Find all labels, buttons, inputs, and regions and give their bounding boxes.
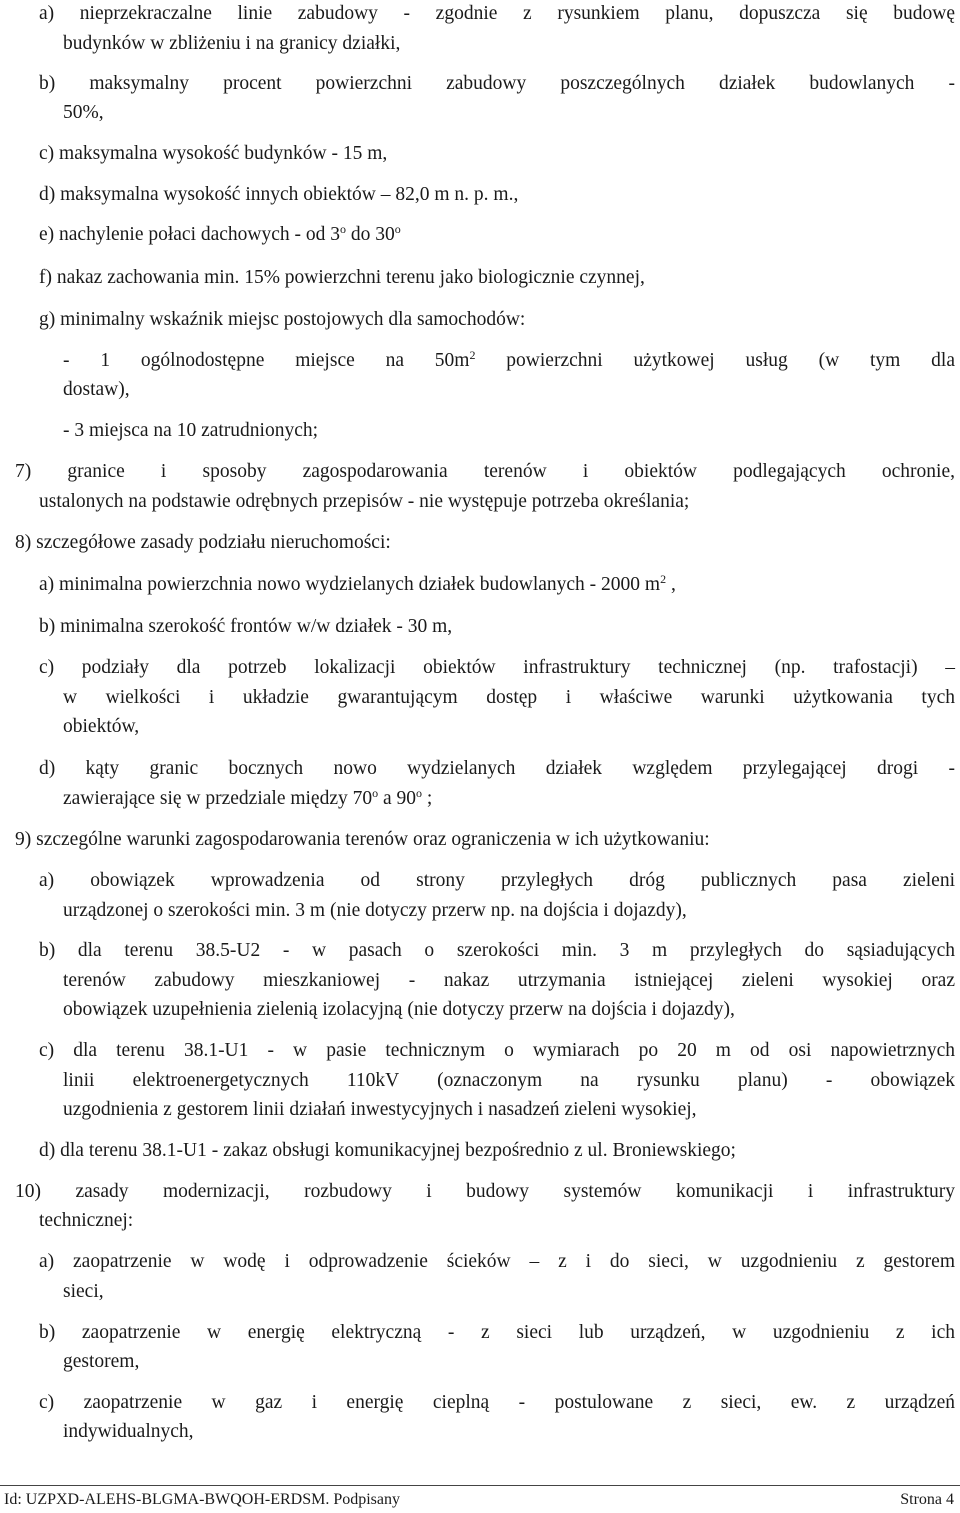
text-line: b) maksymalny procent powierzchni zabudowy poszczególnych działek budowlanych - xyxy=(39,73,955,94)
text-run: a 90 xyxy=(378,788,417,809)
text-run: zawierające się w przedziale między 70 xyxy=(63,788,373,809)
text-line xyxy=(39,223,401,247)
superscript: 2 xyxy=(469,348,476,362)
text-line xyxy=(63,349,955,373)
text-line: ustalonych na podstawie odrębnych przepisów - nie występuje potrzeba określania; xyxy=(39,491,690,512)
text-line: 8) szczegółowe zasady podziału nieruchomości: xyxy=(15,532,391,553)
text-run: - 1 ogólnodostępne miejsce na 50m xyxy=(63,350,470,371)
text-line: g) minimalny wskaźnik miejsc postojowych dla samochodów: xyxy=(39,309,526,330)
text-line: a) nieprzekraczalne linie zabudowy - zgodnie z rysunkiem planu, dopuszcza się budowę xyxy=(39,3,955,24)
text-run: , xyxy=(666,574,676,595)
text-run: ; xyxy=(422,788,433,809)
text-line: - 3 miejsca na 10 zatrudnionych; xyxy=(63,420,319,441)
text-line: f) nakaz zachowania min. 15% powierzchni terenu jako biologicznie czynnej, xyxy=(39,267,645,288)
text-line: c) maksymalna wysokość budynków - 15 m, xyxy=(39,143,388,164)
text-run: powierzchni użytkowej usług (w tym dla xyxy=(475,350,955,371)
text-line: budynków w zbliżeniu i na granicy działki, xyxy=(63,33,401,54)
text-line: d) kąty granic bocznych nowo wydzielanych działek względem przylegającej drogi - xyxy=(39,758,955,779)
text-line: sieci, xyxy=(63,1281,104,1302)
text-line: a) zaopatrzenie w wodę i odprowadzenie ścieków – z i do sieci, w uzgodnieniu z gestorem xyxy=(39,1251,955,1272)
superscript: o xyxy=(416,786,423,800)
footer-divider xyxy=(0,1485,960,1486)
text-line: b) dla terenu 38.5-U2 - w pasach o szerokości min. 3 m przyległych do sąsiadujących xyxy=(39,940,955,961)
text-line: technicznej: xyxy=(39,1210,134,1231)
superscript: o xyxy=(372,786,379,800)
text-line: 9) szczególne warunki zagospodarowania terenów oraz ograniczenia w ich użytkowaniu: xyxy=(15,829,710,850)
text-run: do 30 xyxy=(346,224,395,245)
text-line: 50%, xyxy=(63,102,104,123)
text-line: uzgodnienia z gestorem linii działań inwestycyjnych i nasadzeń zieleni wysokiej, xyxy=(63,1099,697,1120)
text-line: dostaw), xyxy=(63,379,130,400)
text-line: terenów zabudowy mieszkaniowej - nakaz utrzymania istniejącej zieleni wysokiej oraz xyxy=(63,970,955,991)
text-line: d) maksymalna wysokość innych obiektów – 82,0 m n. p. m., xyxy=(39,184,519,205)
text-line: b) zaopatrzenie w energię elektryczną - z sieci lub urządzeń, w uzgodnieniu z ich xyxy=(39,1322,955,1343)
text-run: e) nachylenie połaci dachowych - od 3 xyxy=(39,224,341,245)
text-line: 10) zasady modernizacji, rozbudowy i budowy systemów komunikacji i infrastruktury xyxy=(15,1181,955,1202)
superscript: 2 xyxy=(660,572,667,586)
superscript: o xyxy=(394,222,401,236)
text-line: a) obowiązek wprowadzenia od strony przyległych dróg publicznych pasa zieleni xyxy=(39,870,955,891)
document-id: Id: UZPXD-ALEHS-BLGMA-BWQOH-ERDSM. Podpisany xyxy=(4,1491,400,1508)
text-line: linii elektroenergetycznych 110kV (oznaczonym na rysunku planu) - obowiązek xyxy=(63,1070,955,1091)
text-line: obowiązek uzupełnienia zielenią izolacyjną (nie dotyczy przerw na dojścia i dojazdy), xyxy=(63,999,735,1020)
page-number: Strona 4 xyxy=(900,1491,954,1508)
text-line xyxy=(63,787,432,811)
text-line: b) minimalna szerokość frontów w/w działek - 30 m, xyxy=(39,616,453,637)
text-line: d) dla terenu 38.1-U1 - zakaz obsługi komunikacyjnej bezpośrednio z ul. Broniewskiego; xyxy=(39,1140,736,1161)
text-line: 7) granice i sposoby zagospodarowania terenów i obiektów podlegających ochronie, xyxy=(15,461,955,482)
text-line: indywidualnych, xyxy=(63,1421,194,1442)
text-line: c) dla terenu 38.1-U1 - w pasie technicznym o wymiarach po 20 m od osi napowietrznych xyxy=(39,1040,955,1061)
text-line: gestorem, xyxy=(63,1351,140,1372)
text-line: w wielkości i układzie gwarantującym dostęp i właściwe warunki użytkowania tych xyxy=(63,687,955,708)
text-line xyxy=(39,573,676,597)
text-line: urządzonej o szerokości min. 3 m (nie dotyczy przerw np. na dojścia i dojazdy), xyxy=(63,900,687,921)
superscript: o xyxy=(340,222,347,236)
text-line: c) zaopatrzenie w gaz i energię cieplną - postulowane z sieci, ew. z urządzeń xyxy=(39,1392,955,1413)
text-line: obiektów, xyxy=(63,716,140,737)
text-run: a) minimalna powierzchnia nowo wydzielanych działek budowlanych - 2000 m xyxy=(39,574,661,595)
text-line: c) podziały dla potrzeb lokalizacji obiektów infrastruktury technicznej (np. trafostacji) – xyxy=(39,657,955,678)
